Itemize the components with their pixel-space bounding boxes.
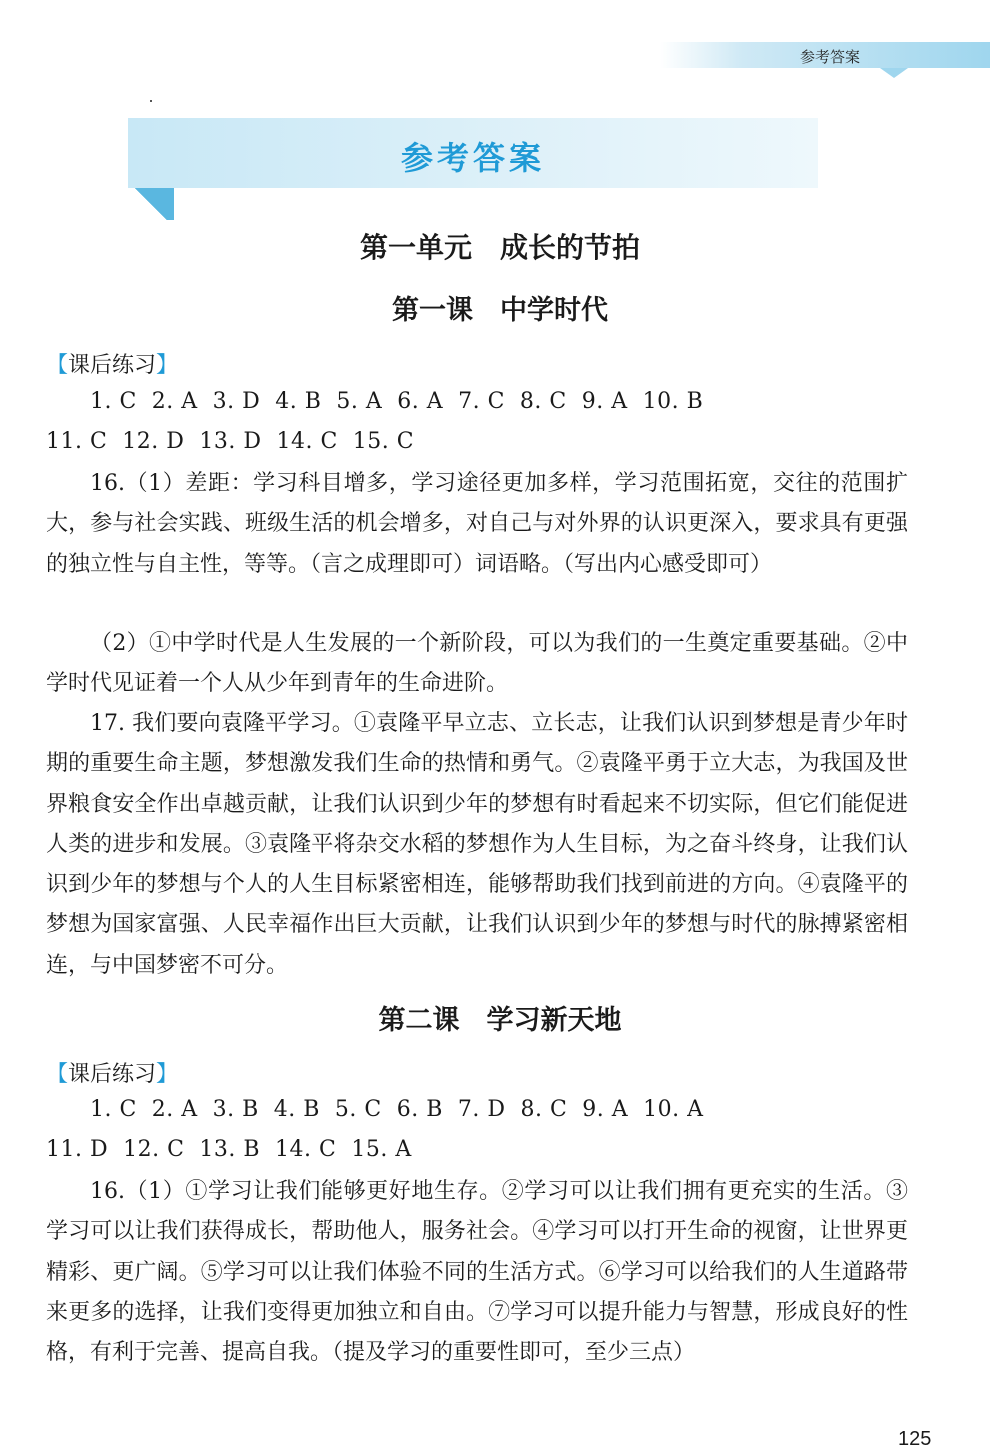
lesson-title: 第一课 中学时代 (392, 295, 608, 326)
answer-paragraph: 16.（1）差距：学习科目增多，学习途径更加多样，学习范围拓宽，交往的范围扩大，参与社会实践、班级生活的机会增多，对自己与对外界的认识更深入，要求具有更强的独立性与自主性，等等。（言之成理即可）词语略。（写出内心感受即可） (46, 471, 908, 577)
answers-line: 1. C 2. A 3. B 4. B 5. C 6. B 7. D 8. C 9. A 10. A (90, 1097, 704, 1122)
banner-fold (128, 188, 174, 220)
header-tab-text: 参考答案 (799, 48, 860, 66)
exercise-label: 【课后练习】 (46, 353, 179, 378)
header-tab-notch (880, 68, 908, 78)
stray-dot (150, 100, 152, 102)
banner-title: 参考答案 (400, 139, 545, 177)
unit-title: 第一单元 成长的节拍 (359, 231, 640, 264)
answer-paragraph: 16.（1）①学习让我们能够更好地生存。②学习可以让我们拥有更充实的生活。③学习可以让我们获得成长，帮助他人，服务社会。④学习可以打开生命的视窗，让世界更精彩、更广阔。⑤学习可以让我们体验不同的生活方式。⑥学习可以给我们的人生道路带来更多的选择，让我们变得更加独立和自由。⑦学习可以提升能力与智慧，形成良好的性格，有利于完善、提高自我。（提及学习的重要性即可，至少三点） (46, 1179, 908, 1366)
page-number: 125 (898, 1428, 932, 1450)
answer-paragraph: 17. 我们要向袁隆平学习。①袁隆平早立志、立长志，让我们认识到梦想是青少年时期的重要生命主题，梦想激发我们生命的热情和勇气。②袁隆平勇于立大志，为我国及世界粮食安全作出卓越贡献，让我们认识到少年的梦想有时看起来不切实际，但它们能促进人类的进步和发展。③袁隆平将杂交水稻的梦想作为人生目标，为之奋斗终身，让我们认识到少年的梦想与个人的人生目标紧密相连，能够帮助我们找到前进的方向。④袁隆平的梦想为国家富强、人民幸福作出巨大贡献，让我们认识到少年的梦想与时代的脉搏紧密相连，与中国梦密不可分。 (46, 711, 908, 978)
answers-line: 11. C 12. D 13. D 14. C 15. C (46, 429, 415, 454)
answer-paragraph: （2）①中学时代是人生发展的一个新阶段，可以为我们的一生奠定重要基础。②中学时代见证着一个人从少年到青年的生命进阶。 (46, 631, 908, 697)
answers-line: 1. C 2. A 3. D 4. B 5. A 6. A 7. C 8. C 9. A 10. B (90, 389, 704, 414)
answers-line: 11. D 12. C 13. B 14. C 15. A (46, 1137, 412, 1162)
exercise-label: 【课后练习】 (46, 1062, 179, 1087)
lesson-title: 第二课 学习新天地 (378, 1005, 622, 1036)
